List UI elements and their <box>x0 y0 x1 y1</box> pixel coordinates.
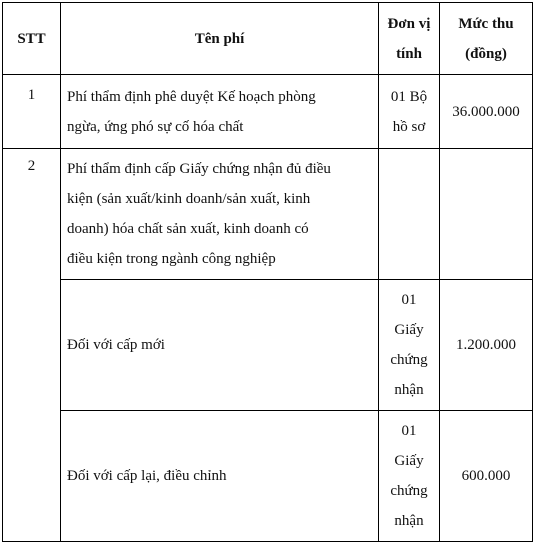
header-stt <box>3 3 60 74</box>
sub1-name-label: Đối với cấp mới <box>67 337 165 353</box>
sub1-unit-line3: chứng <box>390 352 428 368</box>
sub2-name <box>61 411 378 541</box>
row2-stt-label: 2 <box>27 158 36 174</box>
header-muc-thu <box>440 3 532 74</box>
border-right <box>532 2 533 542</box>
row2-name-line3: doanh) hóa chất sản xuất, kinh doanh có <box>67 221 309 237</box>
sub2-unit-line3: chứng <box>390 483 428 499</box>
row1-name-line2: ngừa, ứng phó sự cố hóa chất <box>67 118 244 135</box>
row1-unit <box>379 75 439 148</box>
row1-stt <box>3 80 60 148</box>
row1-unit-line1: 01 Bộ <box>390 88 428 105</box>
sub2-unit <box>379 411 439 541</box>
sub1-amount <box>440 280 532 410</box>
row1-name-line1: Phí thẩm định phê duyệt Kế hoạch phòng <box>67 88 316 105</box>
sub1-unit-line4: nhận <box>394 382 424 398</box>
header-stt-label: STT <box>17 30 46 47</box>
row2-name-line1: Phí thẩm định cấp Giấy chứng nhận đủ điều <box>67 161 331 177</box>
sub2-unit-line1: 01 <box>401 423 417 439</box>
sub2-name-label: Đối với cấp lại, điều chỉnh <box>67 468 227 484</box>
border-bottom <box>2 541 533 542</box>
header-don-vi-line2: tính <box>396 45 422 62</box>
row1-amount <box>440 75 532 148</box>
sub2-unit-line4: nhận <box>394 513 424 529</box>
row1-stt-label: 1 <box>27 87 36 103</box>
sub1-name <box>61 280 378 410</box>
sub2-amount <box>440 411 532 541</box>
row2-name-line2: kiện (sản xuất/kinh doanh/sản xuất, kinh <box>67 191 311 207</box>
row2-name <box>61 149 378 279</box>
header-ten-phi <box>61 3 378 74</box>
row1-name <box>61 75 378 148</box>
row2-stt <box>3 151 60 191</box>
row2-name-line4: điều kiện trong ngành công nghiệp <box>67 251 276 267</box>
sub1-unit-line2: Giấy <box>394 322 424 338</box>
sub1-amount-value: 1.200.000 <box>456 337 516 353</box>
row1-unit-line2: hồ sơ <box>392 118 426 135</box>
header-don-vi-line1: Đơn vị <box>387 15 431 32</box>
sub2-amount-value: 600.000 <box>461 468 511 484</box>
header-muc-thu-line2: (đồng) <box>465 45 507 62</box>
sub1-unit <box>379 280 439 410</box>
sub2-unit-line2: Giấy <box>394 453 424 469</box>
sub1-unit-line1: 01 <box>401 292 417 308</box>
header-muc-thu-line1: Mức thu <box>458 15 514 32</box>
row1-amount-value: 36.000.000 <box>452 103 520 120</box>
header-don-vi <box>379 3 439 74</box>
header-ten-phi-label: Tên phí <box>194 30 245 47</box>
